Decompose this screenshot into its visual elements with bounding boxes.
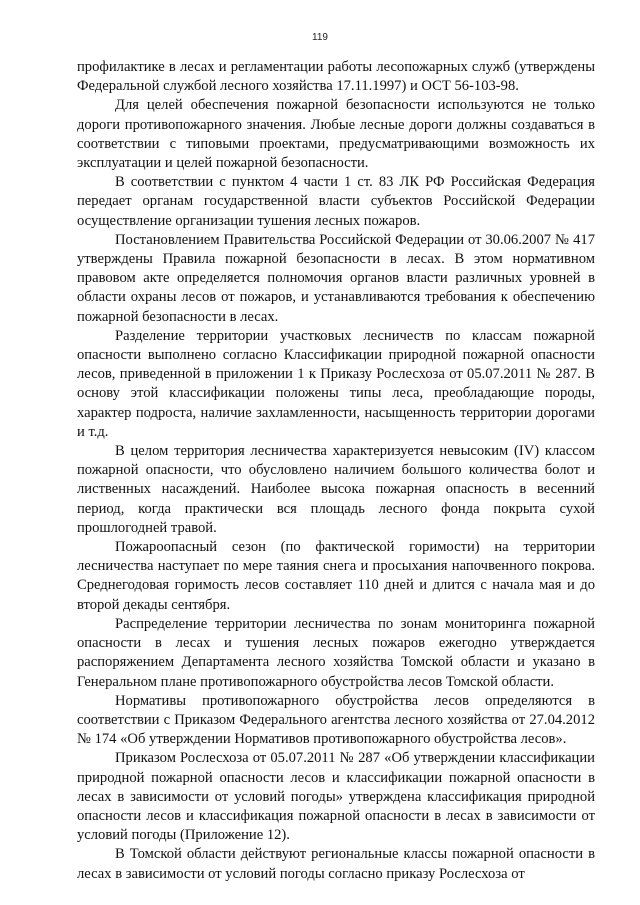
paragraph-fire-season: Пожароопасный сезон (по фактической горимости) на территории лесничества наступает по мере таяния снега и просыхания напочвенного покрова. Среднегодовая горимость лесов составляет 110 дней и длится с начала мая и до второй декады сентября.	[77, 539, 595, 613]
paragraph-fire-safety-rules: Постановлением Правительства Российской Федерации от 30.06.2007 № 417 утверждены Правила пожарной безопасности в лесах. В этом нормативном правовом акте определяется полномочия органов власти различных уровней в области охраны лесов от пожаров, и устанавливаются требования к обеспечению пожарной безопасности в лесах.	[77, 231, 595, 325]
page-number: 119	[312, 32, 328, 43]
paragraph-hazard-level: В целом территория лесничества характеризуется невысоким (IV) классом пожарной опасности, что обусловлено наличием большого количества болот и лиственных насаждений. Наиболее высока пожарная опасность в весенний период, когда практически вся площадь лесного фонда покрыта сухой прошлогодней травой.	[77, 443, 595, 536]
paragraph-fire-roads: Для целей обеспечения пожарной безопасности используются не только дороги противопожарного значения. Любые лесные дороги должны создаваться в соответствии с типовыми проектами, предусматривающими возможность их эксплуатации и целей пожарной безопасности.	[77, 97, 595, 172]
paragraph-fire-classes: Разделение территории участковых лесничеств по классам пожарной опасности выполнено согласно Классификации природной пожарной опасности лесов, приведенной в приложении 1 к Приказу Рослесхоза от 05.07.2011 № 287. В основу этой классификации положены типы леса, преобладающие породы, характер подроста, наличие захламленности, насыщенность территории дорогами и т.д.	[77, 327, 595, 440]
paragraph-classification-order: Приказом Рослесхоза от 05.07.2011 № 287 «Об утверждении классификации природной пожарной опасности лесов и классификации пожарной опасности в лесах в зависимости от условий погоды» утверждена классификация природной опасности лесов и классификация пожарной опасности в лесах в зависимости от условий погоды (Приложение 12).	[77, 750, 595, 844]
paragraph-regional-classes: В Томской области действуют региональные классы пожарной опасности в лесах в зависимости от условий погоды согласно приказу Рослесхоза от	[77, 846, 595, 882]
paragraph-continuation: профилактике в лесах и регламентации работы лесопожарных служб (утверждены Федеральной службой лесного хозяйства 17.11.1997) и ОСТ 56-103-98.	[77, 59, 595, 95]
paragraph-norms: Нормативы противопожарного обустройства лесов определяются в соответствии с Приказом Федерального агентства лесного хозяйства от 27.04.2012 № 174 «Об утверждении Нормативов противопожарного обустройства лесов».	[77, 692, 595, 748]
document-body	[77, 58, 595, 884]
paragraph-monitoring-zones: Распределение территории лесничества по зонам мониторинга пожарной опасности в лесах и тушения лесных пожаров ежегодно утверждается распоряжением Департамента лесного хозяйства Томской области и указано в Генеральном плане противопожарного обустройства лесов Томской области.	[77, 615, 595, 690]
paragraph-federal-transfer: В соответствии с пунктом 4 части 1 ст. 83 ЛК РФ Российская Федерация передает органам государственной власти субъектов Российской Федерации осуществление организации тушения лесных пожаров.	[77, 174, 595, 229]
